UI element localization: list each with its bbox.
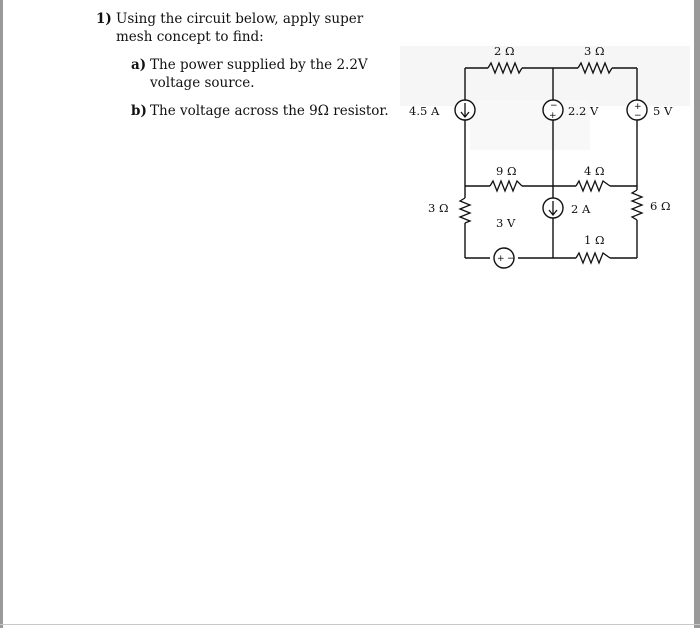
label-r-bottom: 1 Ω [584, 233, 605, 247]
resistor-mid-left [490, 181, 522, 191]
svg-text:−: − [507, 254, 515, 264]
current-source-2a [543, 198, 563, 218]
label-r-right-vertical: 6 Ω [650, 199, 671, 213]
label-2a-source: 2 A [571, 202, 591, 216]
svg-text:+: + [549, 111, 557, 121]
question-text: Using the circuit below, apply super mesh concept to find: [116, 11, 364, 45]
svg-text:−: − [550, 101, 558, 111]
resistor-mid-right [576, 181, 610, 191]
part-b-text: The voltage across the 9Ω resistor. [150, 103, 389, 119]
question-number: 1) [96, 11, 112, 27]
part-b-label: b) [131, 103, 147, 119]
resistor-bottom [576, 253, 610, 263]
part-a-label: a) [131, 57, 147, 73]
label-r-top-left: 2 Ω [494, 44, 515, 58]
svg-text:+: + [497, 254, 505, 264]
label-4-5a-source: 4.5 A [409, 104, 440, 118]
svg-text:+: + [634, 102, 642, 112]
voltage-source-5v [627, 100, 647, 121]
resistor-left-vertical [460, 198, 470, 223]
current-source-4-5a [455, 100, 475, 120]
label-2-2v-source: 2.2 V [568, 104, 599, 118]
resistor-right-vertical [632, 190, 642, 220]
part-a-text: The power supplied by the 2.2V voltage source. [150, 57, 368, 91]
bleed-through-texture [400, 46, 690, 150]
label-5v-source: 5 V [653, 104, 673, 118]
label-r-left-vertical: 3 Ω [428, 201, 449, 215]
voltage-source-3v [494, 248, 515, 268]
label-r-mid-left: 9 Ω [496, 164, 517, 178]
label-r-mid-right: 4 Ω [584, 164, 605, 178]
label-3v-source: 3 V [496, 216, 516, 230]
voltage-source-2-2v [543, 100, 563, 121]
label-r-top-right: 3 Ω [584, 44, 605, 58]
svg-text:−: − [634, 111, 642, 121]
